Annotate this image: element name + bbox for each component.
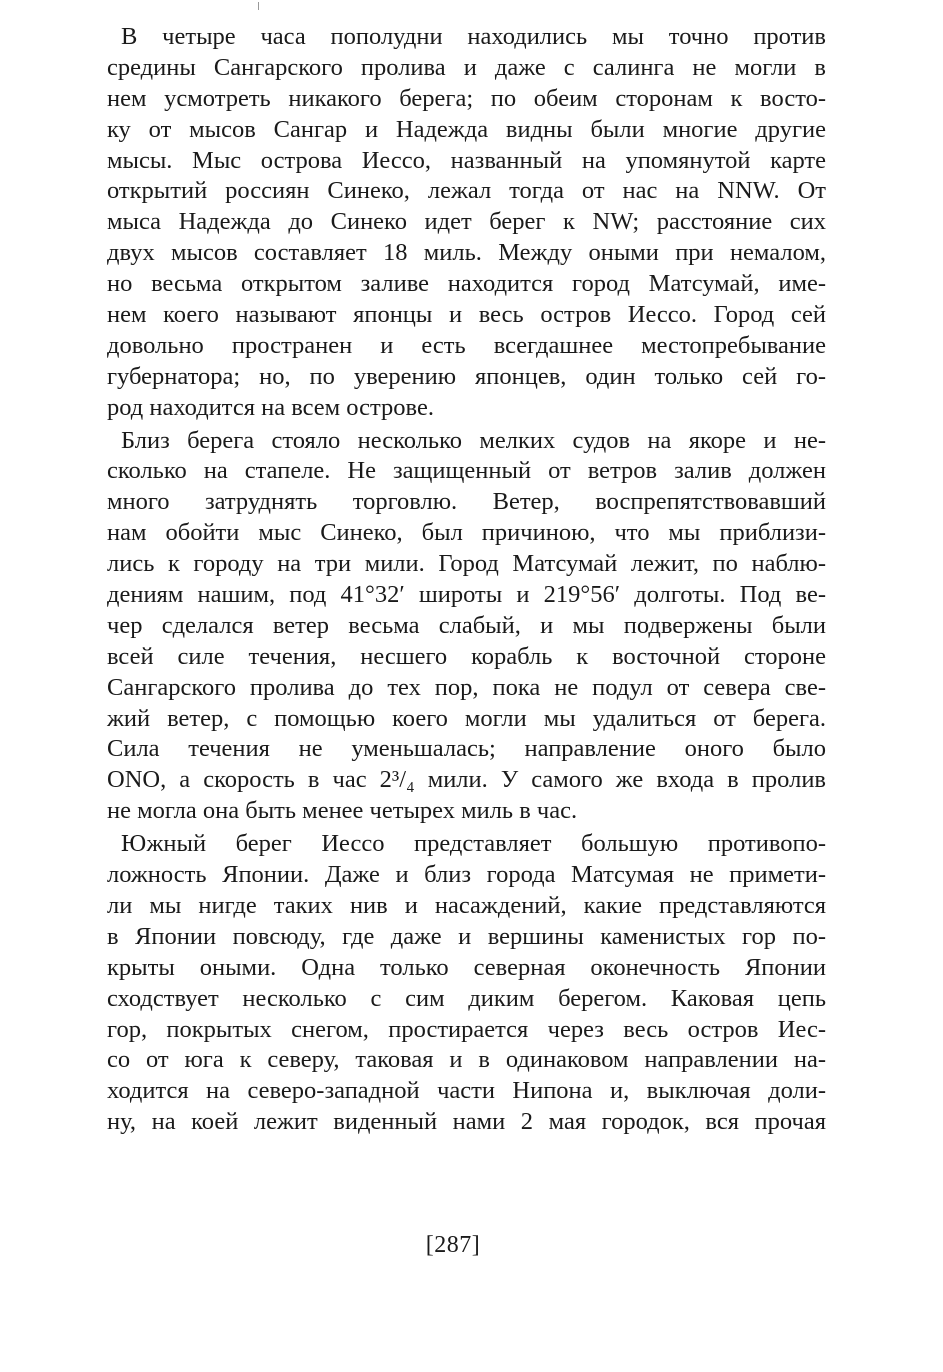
text-line: В четыре часа пополудни находились мы точно против <box>121 23 826 50</box>
text-line: Сила течения не уменьшалась; направление оного было <box>107 735 826 763</box>
text-line: ли мы нигде таких нив и насаждений, какие представляются <box>107 891 826 919</box>
text-line: мыса Надежда до Синеко идет берег к NW; расстояние сих <box>107 208 826 236</box>
text-line: но весьма открытом заливе находится город Матсумай, име- <box>107 270 826 298</box>
text-line: сходствует несколько с сим диким берегом. Каковая цепь <box>107 984 826 1012</box>
text-line: со от юга к северу, таковая и в одинаковом направлении на- <box>107 1046 826 1074</box>
text-line: открытий россиян Синеко, лежал тогда от нас на NNW. От <box>107 177 826 205</box>
text-line: гор, покрытых снегом, простирается через весь остров Иес- <box>107 1015 826 1043</box>
text-line: нам обойти мыс Синеко, был причиною, что мы приблизи- <box>107 519 826 547</box>
text-line: много затруднять торговлю. Ветер, воспрепятствовавший <box>107 488 826 516</box>
text-line: губернатора; но, по уверению японцев, один только сей го- <box>107 362 826 390</box>
text-line: чер сделался ветер весьма слабый, и мы подвержены были <box>107 611 826 639</box>
scan-mark <box>258 2 259 10</box>
text-line: жий ветер, с помощью коего могли мы удалиться от берега. <box>107 704 826 732</box>
paragraph <box>107 829 826 1138</box>
text-line: двух мысов составляет 18 миль. Между оными при немалом, <box>107 239 826 267</box>
text-line: ложность Японии. Даже и близ города Матсумая не примети- <box>107 861 826 889</box>
text-line: в Японии повсюду, где даже и вершины каменистых гор по- <box>107 922 826 950</box>
text-line: не могла она быть менее четырех миль в час. <box>107 797 578 825</box>
text-line: крыты оными. Одна только северная оконечность Японии <box>107 953 826 981</box>
text-line: лись к городу на три мили. Город Матсумай лежит, по наблю- <box>107 550 826 578</box>
text-line: довольно пространен и есть всегдашнее местопребывание <box>107 331 826 359</box>
text-line: мысы. Мыс острова Иессо, названный на упомянутой карте <box>107 146 826 174</box>
text-line: сколько на стапеле. Не защищенный от ветров залив должен <box>107 457 826 485</box>
text-line: нем усмотреть никакого берега; по обеим сторонам к восто- <box>107 84 826 112</box>
text-line: род находится на всем острове. <box>107 393 434 421</box>
text-line: Южный берег Иессо представляет большую противопо- <box>121 830 826 858</box>
text-line: ку от мысов Сангар и Надежда видны были многие другие <box>107 115 826 143</box>
text-line: всей силе течения, несшего корабль к восточной стороне <box>107 642 826 670</box>
body-text <box>107 22 826 1138</box>
text-line: ходится на северо-западной части Нипона и, выключая доли- <box>107 1077 826 1105</box>
text-line: ONO, а скорость в час 2³/₄ мили. У самого же входа в пролив <box>107 766 826 794</box>
text-line: Сангарского пролива до тех пор, пока не подул от севера све- <box>107 673 826 701</box>
page-number: [287] <box>425 1232 481 1258</box>
paragraph <box>107 22 826 424</box>
paragraph <box>107 426 826 828</box>
text-line: нем коего называют японцы и весь остров Иессо. Город сей <box>107 301 826 329</box>
text-line: средины Сангарского пролива и даже с салинга не могли в <box>107 53 826 81</box>
text-line: Близ берега стояло несколько мелких судов на якоре и не- <box>121 426 826 454</box>
text-line: ну, на коей лежит виденный нами 2 мая городок, вся прочая <box>107 1108 826 1136</box>
text-line: дениям нашим, под 41°32′ широты и 219°56′ долготы. Под ве- <box>107 581 826 609</box>
